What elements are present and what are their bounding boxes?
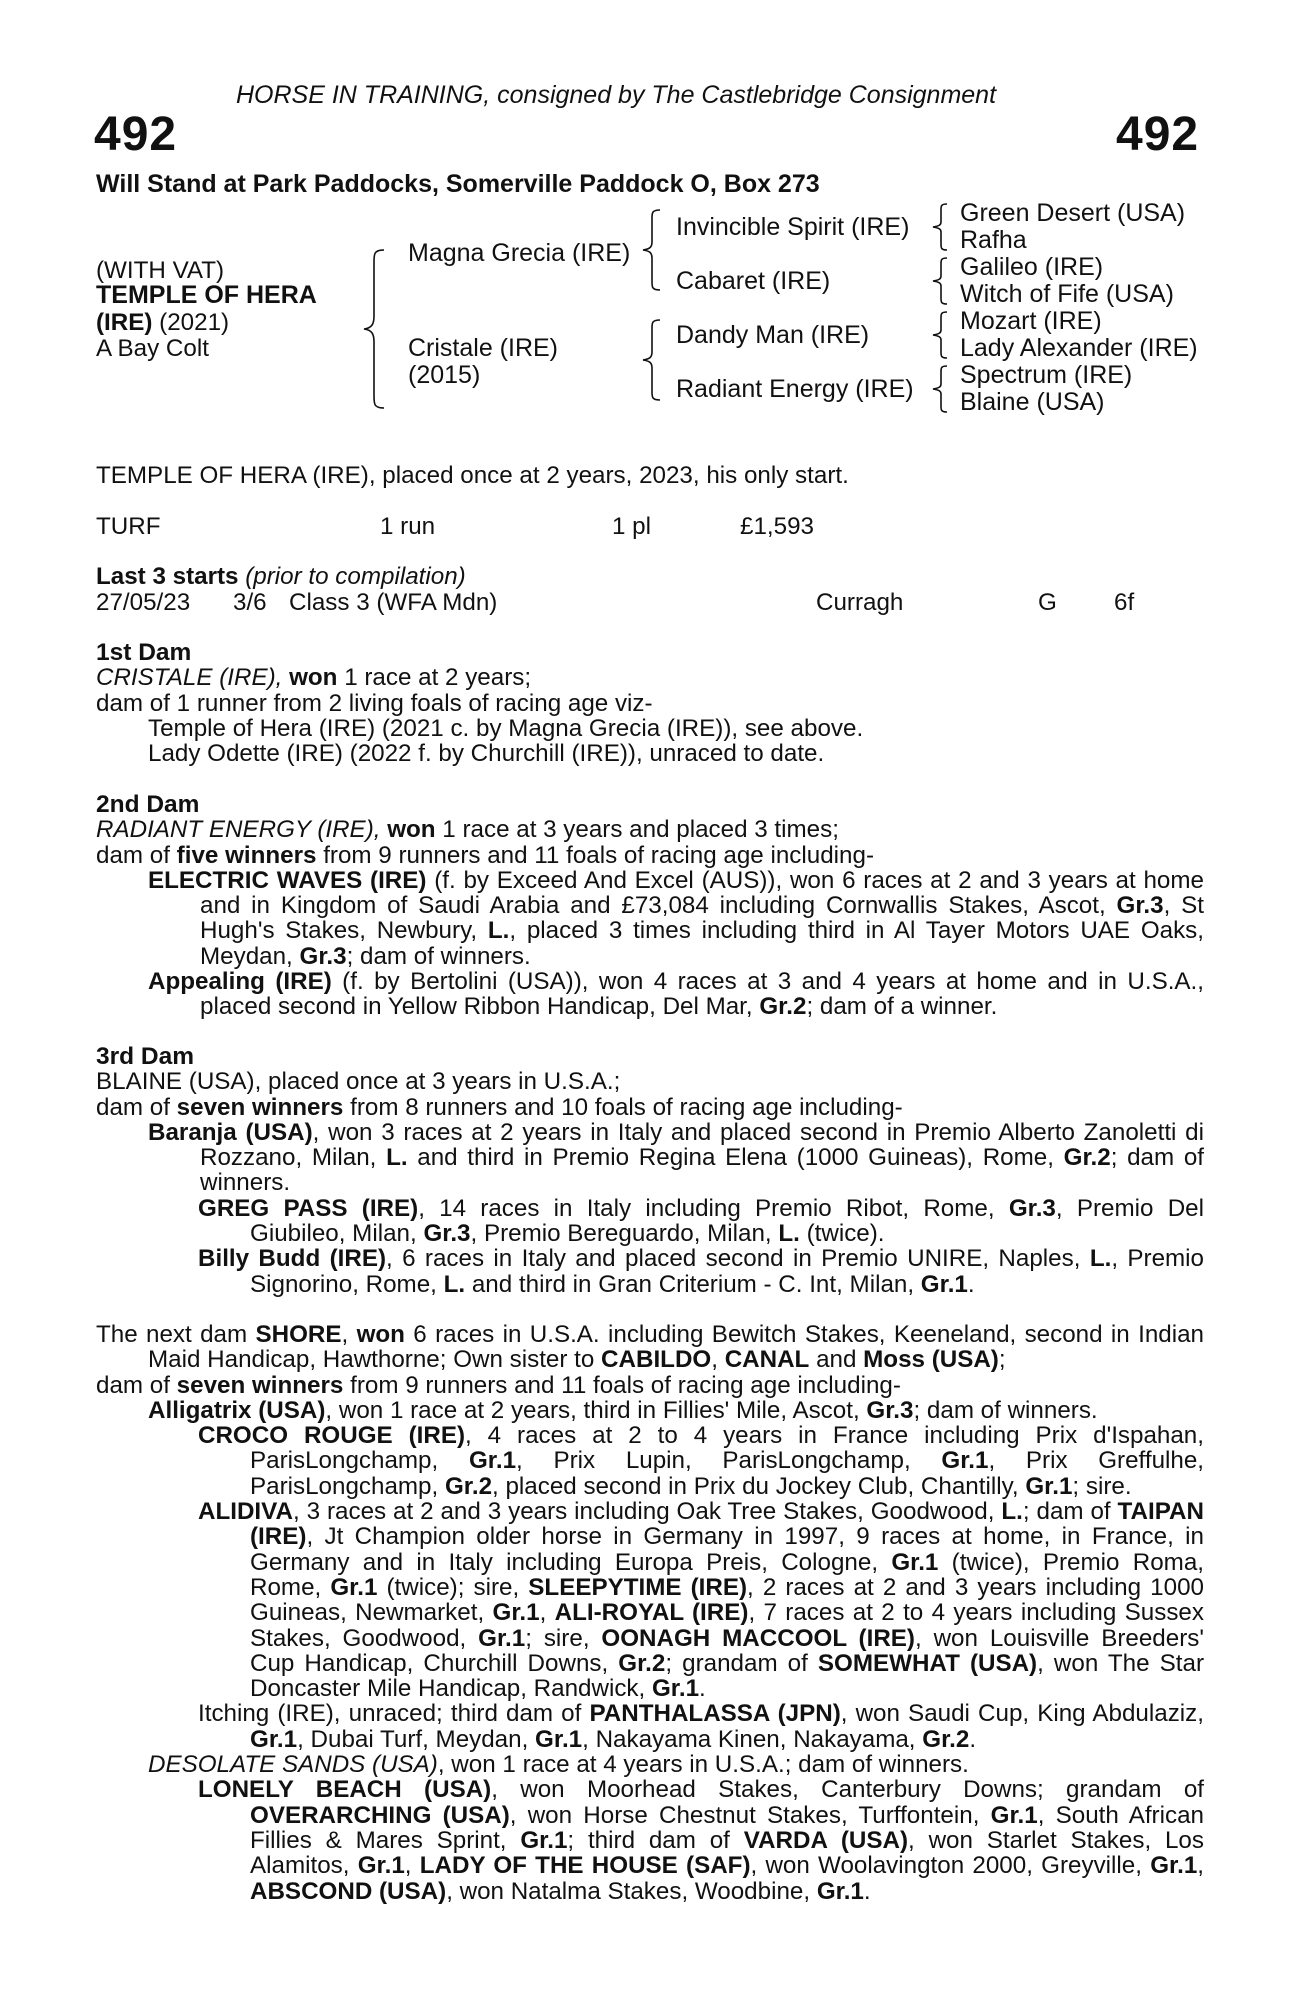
produce-itching: Itching (IRE), unraced; third dam of PANTHALASSA (JPN), won Saudi Cup, King Abdulaziz, Gr.1, Dubai Turf, Meydan, Gr.1, Nakayama Kinen, Nakayama, Gr.2. bbox=[198, 1700, 1204, 1753]
pedigree-g6: Lady Alexander (IRE) bbox=[960, 334, 1198, 362]
record-placed: 1 pl bbox=[612, 513, 651, 540]
produce-billy-budd: Billy Budd (IRE), 6 races in Italy and placed second in Premio UNIRE, Naples, L., Premio Signorino, Rome, L. and third in Gran Criterium - C. Int, Milan, Gr.1. bbox=[198, 1245, 1204, 1298]
location-line: Will Stand at Park Paddocks, Somerville Paddock O, Box 273 bbox=[96, 170, 820, 198]
produce-croco-rouge: CROCO ROUGE (IRE), 4 races at 2 to 4 years in France including Prix d'Ispahan, ParisLongchamp, Gr.1, Prix Lupin, ParisLongchamp, Gr.1, Prix Greffulhe, ParisLongchamp, Gr.2, placed second in Prix du Jockey Club, Chantilly, Gr.1; sire. bbox=[198, 1422, 1205, 1500]
produce-greg-pass: GREG PASS (IRE), 14 races in Italy including Premio Ribot, Rome, Gr.3, Premio Del Giubileo, Milan, Gr.3, Premio Bereguardo, Milan, L. (twice). bbox=[198, 1194, 1204, 1248]
race-summary: TEMPLE OF HERA (IRE), placed once at 2 years, 2023, his only start. bbox=[96, 462, 849, 489]
produce-desolate-sands: DESOLATE SANDS (USA), won 1 race at 4 years in U.S.A.; dam of winners. bbox=[148, 1751, 969, 1779]
pedigree-brace-dam bbox=[640, 318, 664, 402]
horse-suffix-year: (IRE) (2021) bbox=[96, 309, 230, 336]
last-starts-heading: Last 3 starts (prior to compilation) bbox=[96, 563, 466, 590]
pedigree-brace-sire bbox=[640, 208, 664, 292]
foal-lady-odette: Lady Odette (IRE) (2022 f. by Churchill (IRE)), unraced to date. bbox=[148, 740, 825, 768]
pedigree-dam-sire: Dandy Man (IRE) bbox=[676, 321, 870, 349]
last-start-date: 27/05/23 bbox=[96, 589, 191, 616]
third-dam-section: 3rd Dam BLAINE (USA), placed once at 3 years in U.S.A.; dam of seven winners from 8 runners and 10 foals of racing age including- Baranja (USA), won 3 races at 2 years in Italy and placed second in Premio Alberto Zanoletti di Rozzano, Milan, L. and third in Premio Regina Elena (1000 Guineas), Rome, Gr.2; dam of winners. GREG PASS (IRE), 14 races in Italy including Premio Ribot, Rome, Gr.3, Premio Del Giubileo, Milan, Gr.3, Premio Bereguardo, Milan, L. (twice). Billy Budd (IRE), 6 races in Italy and placed second in Premio UNIRE, Naples, L., Premio Signorino, Rome, L. and third in Gran Criterium - C. Int, Milan, Gr.1. bbox=[96, 1043, 1204, 1298]
first-dam-section: 1st Dam CRISTALE (IRE), won 1 race at 2 years; dam of 1 runner from 2 living foals of racing age viz- Temple of Hera (IRE) (2021 c. by Magna Grecia (IRE)), see above. Lady Odette (IRE) (2022 f. by Churchill (IRE)), unraced to date. bbox=[96, 640, 1204, 766]
first-dam-heading: 1st Dam bbox=[96, 639, 192, 666]
produce-baranja: Baranja (USA), won 3 races at 2 years in Italy and placed second in Premio Alberto Zanoletti di Rozzano, Milan, L. and third in Premio Regina Elena (1000 Guineas), Rome, Gr.2; dam of winners. bbox=[148, 1118, 1204, 1197]
pedigree-g3: Galileo (IRE) bbox=[960, 253, 1104, 281]
second-dam-section: 2nd Dam RADIANT ENERGY (IRE), won 1 race at 3 years and placed 3 times; dam of five winners from 9 runners and 11 foals of racing age including- ELECTRIC WAVES (IRE) (f. by Exceed And Excel (AUS)), won 6 races at 2 and 3 years at home and in Kingdom of Saudi Arabia and £73,084 including Cornwallis Stakes, Ascot, Gr.3, St Hugh's Stakes, Newbury, L., placed 3 times including third in Al Tayer Motors UAE Oaks, Meydan, Gr.3; dam of winners. Appealing (IRE) (f. by Bertolini (USA)), won 4 races at 3 and 4 years at home and in U.S.A., placed second in Yellow Ribbon Handicap, Del Mar, Gr.2; dam of a winner. bbox=[96, 791, 1205, 1021]
record-runs: 1 run bbox=[380, 513, 436, 540]
record-surface: TURF bbox=[96, 513, 161, 540]
last-start-position: 3/6 bbox=[233, 589, 267, 616]
pedigree-g7: Spectrum (IRE) bbox=[960, 361, 1133, 389]
lot-number-right: 492 bbox=[1116, 108, 1200, 161]
pedigree-g2: Rafha bbox=[960, 226, 1027, 254]
next-dam-section: The next dam SHORE, won 6 races in U.S.A. including Bewitch Stakes, Keeneland, second in Indian Maid Handicap, Hawthorne; Own sister to CABILDO, CANAL and Moss (USA); dam of seven winners from 9 runners and 11 foals of racing age including- Alligatrix (USA), won 1 race at 2 years, third in Fillies' Mile, Ascot, Gr.3; dam of winners. CROCO ROUGE (IRE), 4 races at 2 to 4 years in France including Prix d'Ispahan, ParisLongchamp, Gr.1, Prix Lupin, ParisLongchamp, Gr.1, Prix Greffulhe, ParisLongchamp, Gr.2, placed second in Prix du Jockey Club, Chantilly, Gr.1; sire. ALIDIVA, 3 races at 2 and 3 years including Oak Tree Stakes, Goodwood, L.; dam of TAIPAN (IRE), Jt Champion older horse in Germany in 1997, 9 races at home, in France, in Germany and in Italy including Europa Preis, Cologne, Gr.1 (twice), Premio Roma, Rome, Gr.1 (twice); sire, SLEEPYTIME (IRE), 2 races at 2 and 3 years including 1000 Guineas, Newmarket, Gr.1, ALI-ROYAL (IRE), 7 races at 2 to 4 years including Sussex Stakes, Goodwood, Gr.1; sire, OONAGH MACCOOL (IRE), won Louisville Breeders' Cup Handicap, Churchill Downs, Gr.2; grandam of SOMEWHAT (USA), won The Star Doncaster Mile Handicap, Randwick, Gr.1. Itching (IRE), unraced; third dam of PANTHALASSA (JPN), won Saudi Cup, King Abdulaziz, Gr.1, Dubai Turf, Meydan, Gr.1, Nakayama Kinen, Nakayama, Gr.2. DESOLATE SANDS (USA), won 1 race at 4 years in U.S.A.; dam of winners. LONELY BEACH (USA), won Moorhead Stakes, Canterbury Downs; grandam of OVERARCHING (USA), won Horse Chestnut Stakes, Turffontein, Gr.1, South African Fillies & Mares Sprint, Gr.1; third dam of VARDA (USA), won Starlet Stakes, Los Alamitos, Gr.1, LADY OF THE HOUSE (SAF), won Woolavington 2000, Greyville, Gr.1, ABSCOND (USA), won Natalma Stakes, Woodbine, Gr.1. bbox=[96, 1321, 1205, 1905]
second-dam-heading: 2nd Dam bbox=[96, 791, 200, 818]
produce-alligatrix: Alligatrix (USA), won 1 race at 2 years, third in Fillies' Mile, Ascot, Gr.3; dam of winners. bbox=[148, 1396, 1098, 1424]
horse-description: A Bay Colt bbox=[96, 335, 209, 362]
produce-lonely-beach: LONELY BEACH (USA), won Moorhead Stakes, Canterbury Downs; grandam of OVERARCHING (USA), won Horse Chestnut Stakes, Turffontein, Gr.1, South African Fillies & Mares Sprint, Gr.1; third dam of VARDA (USA), won Starlet Stakes, Los Alamitos, Gr.1, LADY OF THE HOUSE (SAF), won Woolavington 2000, Greyville, Gr.1, ABSCOND (USA), won Natalma Stakes, Woodbine, Gr.1. bbox=[198, 1776, 1205, 1905]
third-dam-heading: 3rd Dam bbox=[96, 1043, 195, 1070]
last-start-distance: 6f bbox=[1114, 589, 1135, 616]
vat-label: (WITH VAT) bbox=[96, 257, 225, 284]
pedigree-sire-sire: Invincible Spirit (IRE) bbox=[676, 213, 910, 241]
pedigree-brace-g4 bbox=[930, 364, 950, 414]
pedigree-g8: Blaine (USA) bbox=[960, 388, 1105, 416]
pedigree-g5: Mozart (IRE) bbox=[960, 307, 1102, 335]
produce-appealing: Appealing (IRE) (f. by Bertolini (USA)), won 4 races at 3 and 4 years at home and in U.S.A., placed second in Yellow Ribbon Handicap, Del Mar, Gr.2; dam of a winner. bbox=[148, 968, 1204, 1021]
foal-temple-of-hera: Temple of Hera (IRE) (2021 c. by Magna Grecia (IRE)), see above. bbox=[148, 714, 864, 742]
last-start-course: Curragh bbox=[816, 589, 904, 616]
pedigree-dam: Cristale (IRE) bbox=[408, 334, 559, 362]
pedigree-brace-g1 bbox=[930, 202, 950, 252]
last-start-race: Class 3 (WFA Mdn) bbox=[289, 589, 498, 616]
produce-electric-waves: ELECTRIC WAVES (IRE) (f. by Exceed And Excel (AUS)), won 6 races at 2 and 3 years at home and in Kingdom of Saudi Arabia and £73,084 including Cornwallis Stakes, Ascot, Gr.3, St Hugh's Stakes, Newbury, L., placed 3 times including third in Al Tayer Motors UAE Oaks, Meydan, Gr.3; dam of winners. bbox=[148, 866, 1205, 970]
pedigree-sire-dam: Cabaret (IRE) bbox=[676, 267, 831, 295]
pedigree-dam-dam: Radiant Energy (IRE) bbox=[676, 375, 914, 403]
horse-name: TEMPLE OF HERA bbox=[96, 281, 317, 309]
pedigree-brace-g3 bbox=[930, 310, 950, 360]
next-dam-shore: The next dam SHORE, won 6 races in U.S.A. including Bewitch Stakes, Keeneland, second in Indian Maid Handicap, Hawthorne; Own sister to CABILDO, CANAL and Moss (USA); bbox=[96, 1321, 1204, 1374]
pedigree-dam-year: (2015) bbox=[408, 361, 481, 389]
pedigree-g1: Green Desert (USA) bbox=[960, 199, 1186, 227]
pedigree-brace-main bbox=[360, 248, 390, 410]
lot-number-left: 492 bbox=[94, 108, 178, 161]
pedigree-brace-g2 bbox=[930, 256, 950, 306]
produce-alidiva: ALIDIVA, 3 races at 2 and 3 years including Oak Tree Stakes, Goodwood, L.; dam of TAIPAN (IRE), Jt Champion older horse in Germany in 1997, 9 races at home, in France, in Germany and in Italy including Europa Preis, Cologne, Gr.1 (twice), Premio Roma, Rome, Gr.1 (twice); sire, SLEEPYTIME (IRE), 2 races at 2 and 3 years including 1000 Guineas, Newmarket, Gr.1, ALI-ROYAL (IRE), 7 races at 2 to 4 years including Sussex Stakes, Goodwood, Gr.1; sire, OONAGH MACCOOL (IRE), won Louisville Breeders' Cup Handicap, Churchill Downs, Gr.2; grandam of SOMEWHAT (USA), won The Star Doncaster Mile Handicap, Randwick, Gr.1. bbox=[198, 1498, 1205, 1703]
pedigree-g4: Witch of Fife (USA) bbox=[960, 280, 1174, 308]
consignment-line: HORSE IN TRAINING, consigned by The Castlebridge Consignment bbox=[236, 81, 997, 109]
record-earnings: £1,593 bbox=[740, 513, 814, 540]
pedigree-sire: Magna Grecia (IRE) bbox=[408, 239, 631, 267]
last-start-going: G bbox=[1038, 589, 1057, 616]
